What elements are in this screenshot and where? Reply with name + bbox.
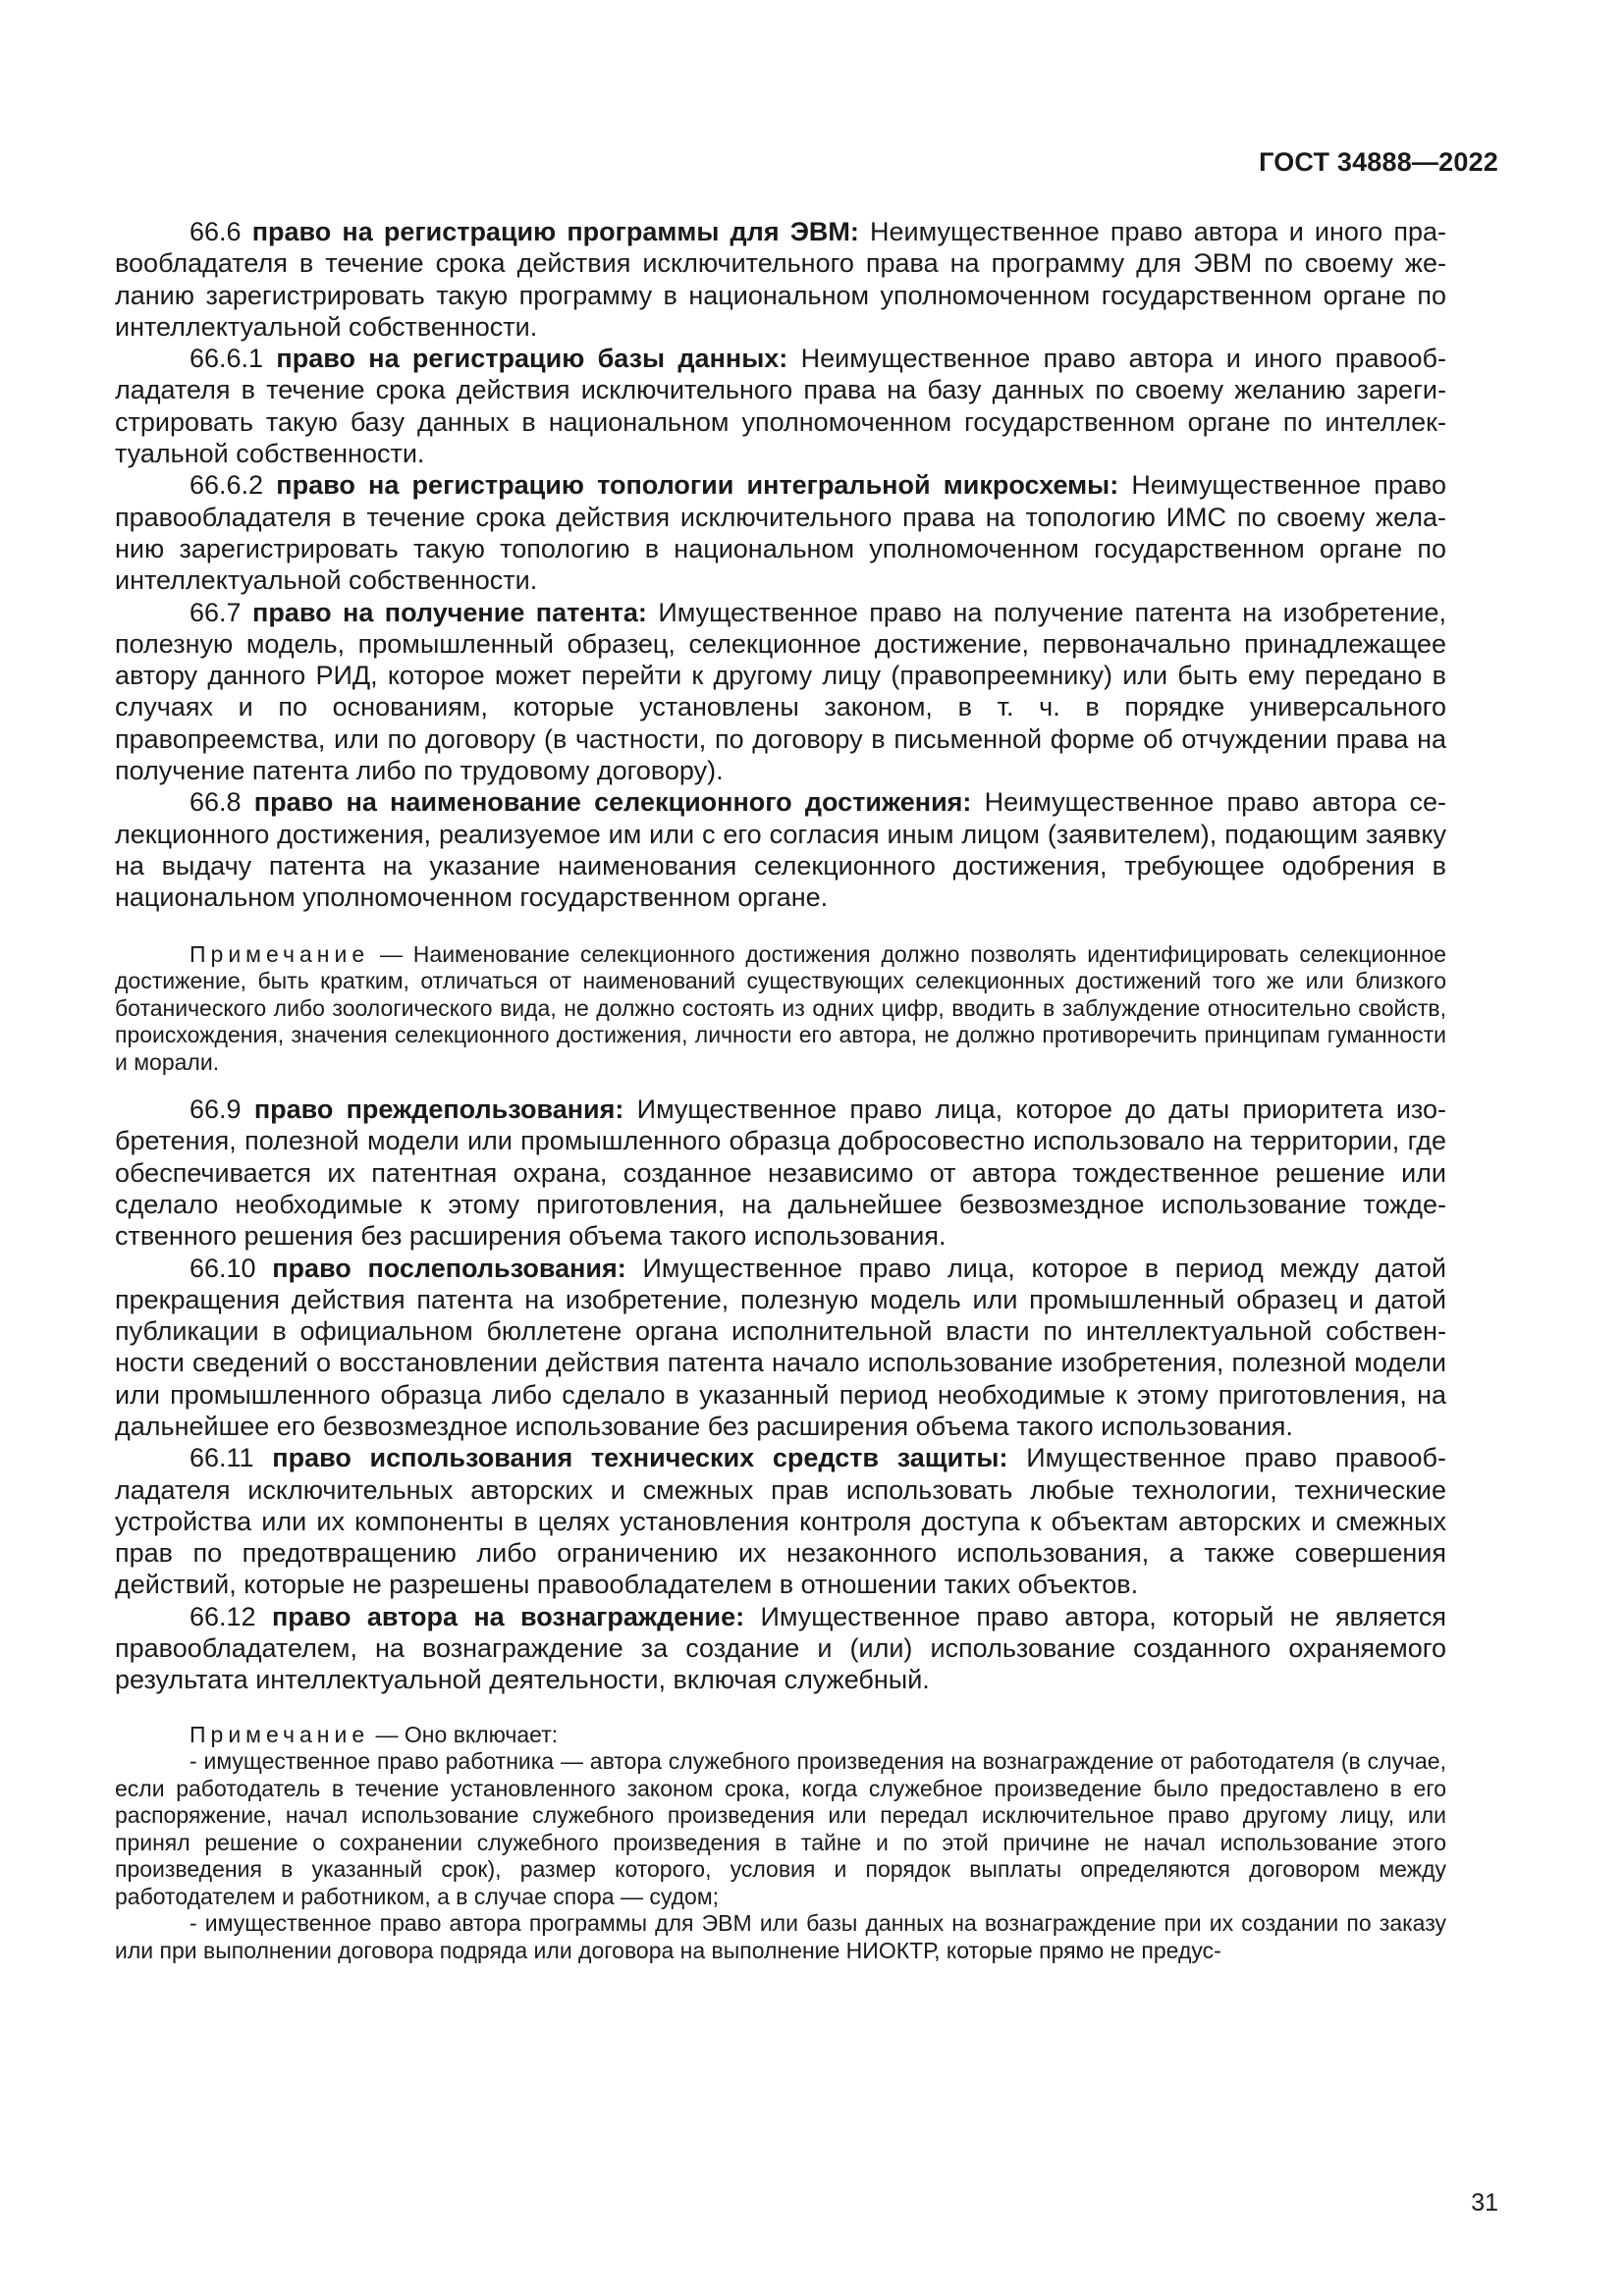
note-66-8 [115,941,1446,1077]
term: право преждепользования: [253,1095,624,1125]
term: право на регистрацию базы данных: [276,344,788,374]
clause-66-8: 66.8 право на наименование селекционного достижения: Неимущественное право автора селекционного достижения, реализуемое им или с его согласия иным лицом (заявителем), подающим заявку на выдачу патента на указание наименования селекционного достижения, требующее одобрения в национальном уполномоченном государственном органе. [115,787,1446,913]
note-intro: — Оно включает: [375,1721,559,1747]
clause-66-6-1: 66.6.1 право на регистрацию базы данных: Неимущественное право автора и иного правообладателя в течение срока действия исключительного права на базу данных по своему желанию зарегистрировать такую базу данных в национальном уполномоченном государственном органе по интеллектуальной собственности. [115,344,1446,469]
page-number: 31 [1471,2189,1498,2216]
note-label: Примечание [189,940,370,967]
term: право послепользования: [272,1253,626,1283]
document-body [115,216,1446,1964]
note-label: Примечание [189,1721,370,1747]
note-item: - имущественное право работника — автора служебного произведения на вознаграждение от работодателя (в случае, если работодатель в течение установленного законом срока, когда служебное произведение было предоставлено в его распоряжение, начал использование служебного произведения или передал исключительное право другому лицу, или принял решение о сохранении служебного произведения в тайне и по этой причине не начал использование этого произведения в указанный срок), размер которого, условия и порядок выплаты определяются договором между работодателем и работником, а в случае спора — судом; [115,1748,1446,1909]
note-text: — Наименование селекционного достижения должно позволять идентифицировать селекционное достижение, быть кратким, отличаться от наименований существующих селекционных достижений того же или близкого ботанического либо зоологического вида, не должно состоять из одних цифр, вводить в заблуждение относительно свойств, происхождения, значения селекционного достижения, личности его автора, не должно противоречить принципам гуманности и морали. [115,940,1446,1075]
term: право на регистрацию программы для ЭВМ: [251,217,859,246]
term: право использования технических средств защиты: [272,1443,1008,1473]
clause-66-7: 66.7 право на получение патента: Имущественное право на получение патента на изобретение, полезную модель, промышленный образец, селекционное достижение, первоначально принадлежащее автору данного РИД, которое может перейти к другому лицу (правопреемнику) или быть ему передано в случаях и по основаниям, которые установлены законом, в т. ч. в порядке универсального правопреемства, или по договору (в частности, по договору в письменной форме об отчуждении права на получение патента либо по трудовому договору). [115,597,1446,786]
clause-66-12: 66.12 право автора на вознаграждение: Имущественное право автора, который не является правообладателем, на вознаграждение за создание и (или) использование созданного охраняемого результата интеллектуальной деятельности, включая служебный. [115,1601,1446,1695]
term: право на наименование селекционного достижения: [253,787,972,818]
term: право автора на вознаграждение: [271,1601,745,1631]
term: право на получение патента: [252,597,647,627]
clause-66-6: 66.6 право на регистрацию программы для ЭВМ: Неимущественное право автора и иного правообладателя в течение срока действия исключительного права на программу для ЭВМ по своему желанию зарегистрировать такую программу в национальном уполномоченном государственном органе по интеллектуальной собственности. [115,217,1446,342]
clause-66-9: 66.9 право преждепользования: Имущественное право лица, которое до даты приоритета изобретения, полезной модели или промышленного образца добросовестно использовало на территории, где обеспечивается их патентная охрана, созданное независимо от автора тождественное решение или сделало необходимые к этому приготовления, на дальнейшее безвозмездное использование тождественного решения без расширения объема такого использования. [115,1095,1446,1252]
term: право на регистрацию топологии интегральной микросхемы: [276,470,1119,501]
note-item: - имущественное право автора программы для ЭВМ или базы данных на вознаграждение при их создании по заказу или при выполнении договора подряда или договора на выполнение НИОКТР, которые прямо не предус- [115,1910,1446,1963]
clause-66-10: 66.10 право послепользования: Имущественное право лица, которое в период между датой прекращения действия патента на изобретение, полезную модель или промышленный образец и датой публикации в официальном бюллетене органа исполнительной власти по интеллектуальной собственности сведений о восстановлении действия патента начало использование изобретения, полезной модели или промышленного образца либо сделало в указанный период необходимые к этому приготовления, на дальнейшее его безвозмездное использование без расширения объема такого использования. [115,1253,1446,1441]
note-66-12 [115,1722,1446,1965]
clause-66-11: 66.11 право использования технических средств защиты: Имущественное право правообладателя исключительных авторских и смежных прав использовать любые технологии, технические устройства или их компоненты в целях установления контроля доступа к объектам авторских и смежных прав по предотвращению либо ограничению их незаконного использования, а также совершения действий, которые не разрешены правообладателем в отношении таких объектов. [115,1443,1446,1600]
document-header: ГОСТ 34888—2022 [1259,147,1498,177]
clause-66-6-2: 66.6.2 право на регистрацию топологии интегральной микросхемы: Неимущественное право правообладателя в течение срока действия исключительного права на топологию ИМС по своему желанию зарегистрировать такую топологию в национальном уполномоченном государственном органе по интеллектуальной собственности. [115,470,1446,596]
